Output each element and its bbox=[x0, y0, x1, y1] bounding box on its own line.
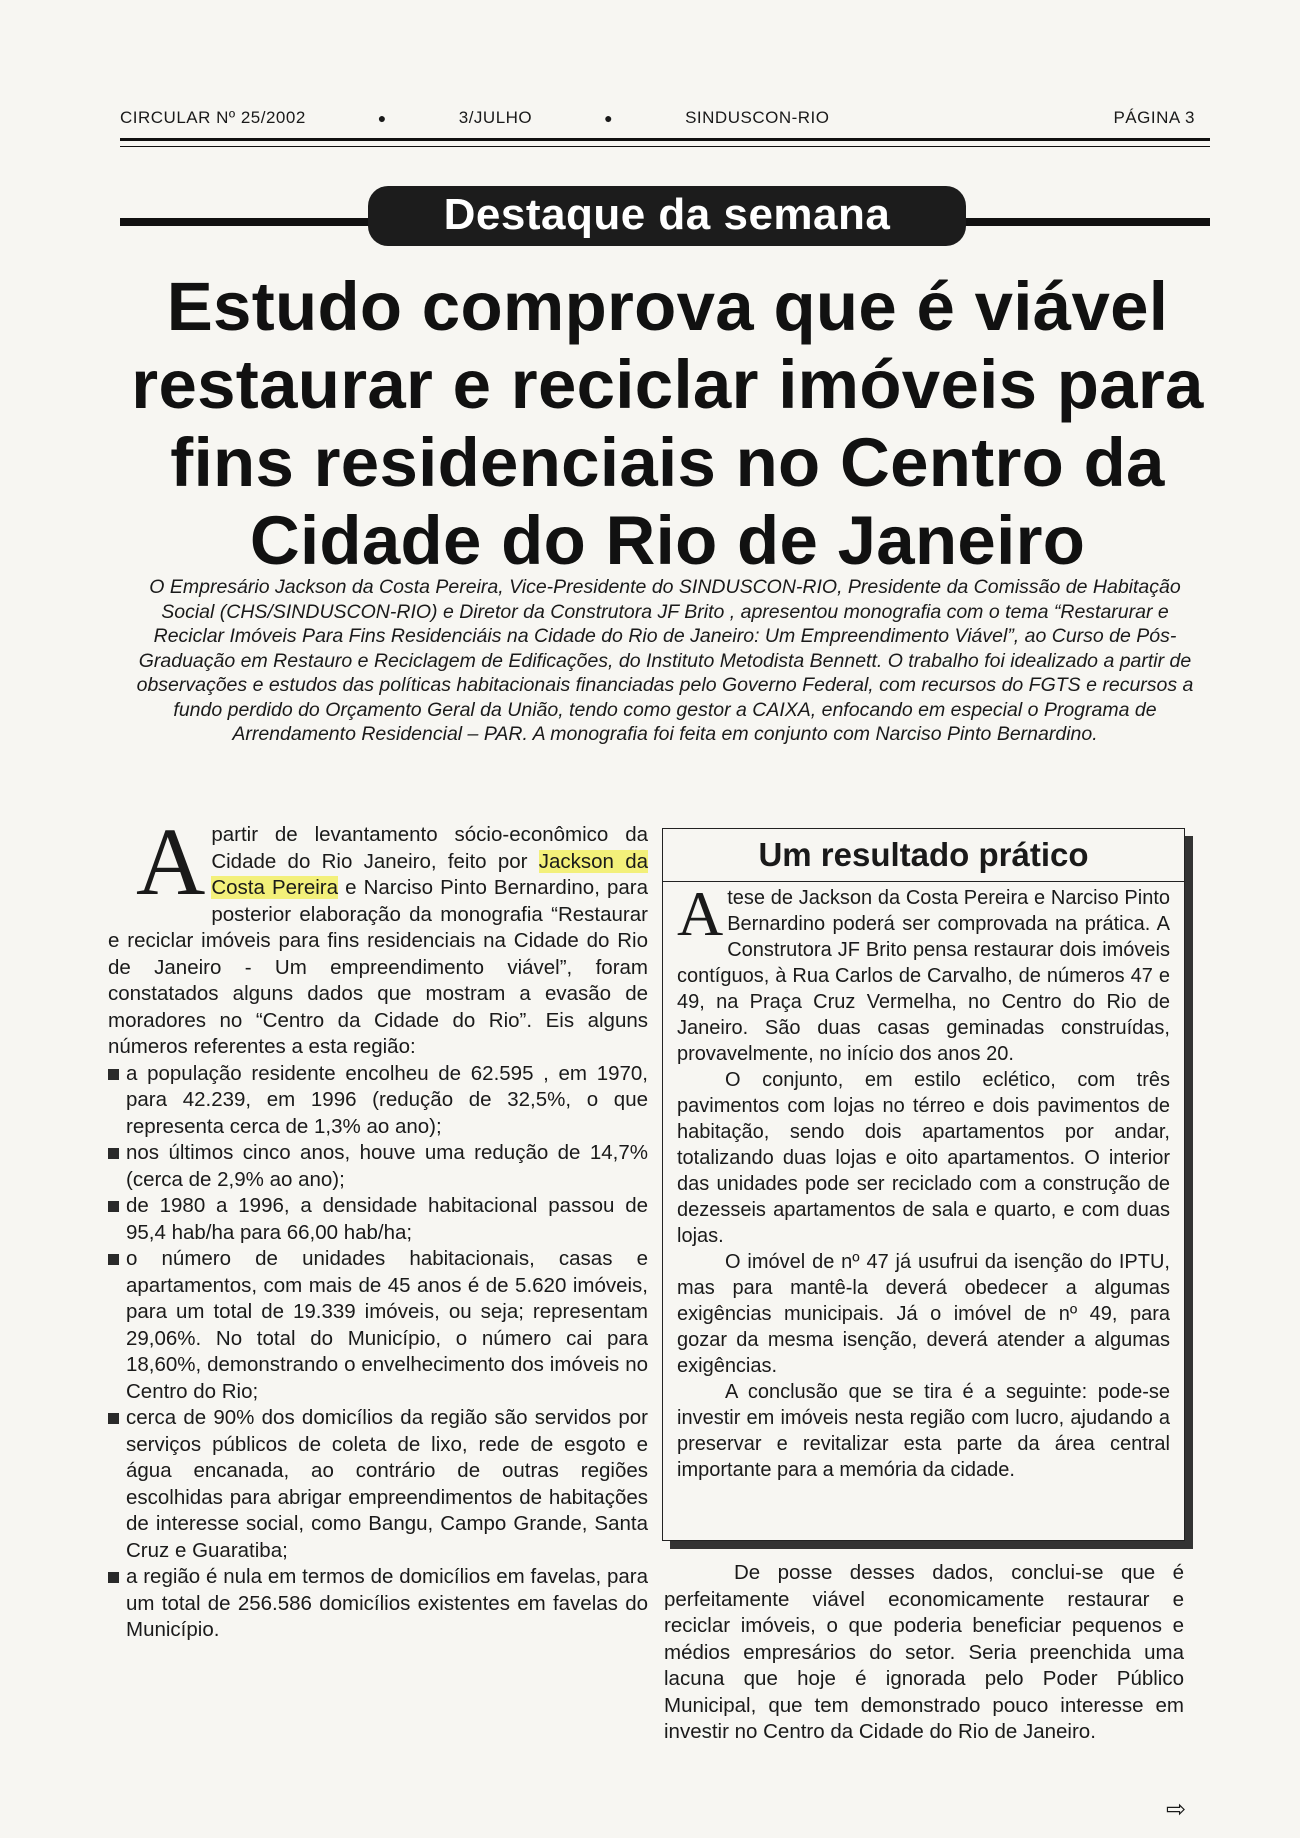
sidebar-body bbox=[677, 878, 1170, 1483]
list-item: o número de unidades habitacionais, casas e apartamentos, com mais de 45 anos é de 5.620 imóveis, para um total de 19.339 imóveis, ou seja; representam 29,06%. No total do Município, o número cai para 18,60%, demonstrando o envelhecimento dos imóveis no Centro do Rio; bbox=[108, 1246, 648, 1405]
header-rule-thin bbox=[120, 146, 1210, 147]
sidebar-text: tese de Jackson da Costa Pereira e Narciso Pinto Bernardino poderá ser comprovada na prática. A Construtora JF Brito pensa restaurar dois imóveis contíguos, à Rua Carlos de Carvalho, de números 47 e 49, na Praça Cruz Vermelha, no Centro do Rio de Janeiro. São duas casas geminadas construídas, provavelmente, no início dos anos 20. bbox=[677, 887, 1170, 1065]
highlighted-name: Jackson da Costa Pereira bbox=[211, 849, 649, 899]
page-number: PÁGINA 3 bbox=[1113, 108, 1195, 127]
sidebar-paragraph: O conjunto, em estilo eclético, com três pavimentos com lojas no térreo e dois pavimentos de habitação, sendo dois apartamentos por andar, totalizando duas lojas e oito apartamentos. O interior das unidades pode ser reciclado com a construção de dezesseis apartamentos de sala e quarto, e com duas lojas. bbox=[677, 1069, 1170, 1247]
sidebar-paragraph bbox=[677, 878, 1170, 1067]
header-rule bbox=[120, 138, 1210, 141]
lede: O Empresário Jackson da Costa Pereira, Vice-Presidente do SINDUSCON-RIO, Presidente da Comissão de Habitação Social (CHS/SINDUSCON-RIO) e Diretor da Construtora JF Brito , apresentou monografia com o tema “Restarurar e Reciclar Imóveis Para Fins Residenciáis na Cidade do Rio de Janeiro: Um Empreendimento Viável”, ao Curso de Pós-Graduação em Restauro e Reciclagem de Edificações, do Instituto Metodista Bennett. O trabalho foi idealizado a partir de observações e estudos das políticas habitacionais financiadas pelo Governo Federal, com recursos do FGTS e recursos a fundo perdido do Orçamento Geral da União, tendo como gestor a CAIXA, enfocando em especial o Programa de Arrendamento Residencial – PAR. A monografia foi feita em conjunto com Narciso Pinto Bernardino. bbox=[136, 576, 1194, 745]
statistics-list bbox=[108, 1061, 648, 1644]
list-item: de 1980 a 1996, a densidade habitacional passou de 95,4 hab/ha para 66,00 hab/ha; bbox=[108, 1193, 648, 1246]
section-label: Destaque da semana bbox=[368, 186, 966, 246]
article-column-left bbox=[108, 808, 649, 1644]
bullet-icon: ● bbox=[604, 110, 614, 126]
header-date: 3/JULHO bbox=[458, 108, 533, 127]
sidebar-title: Um resultado prático bbox=[663, 829, 1184, 882]
list-item: nos últimos cinco anos, houve uma redução de 14,7% (cerca de 2,9% ao ano); bbox=[108, 1140, 648, 1193]
sidebar-paragraph: A conclusão que se tira é a seguinte: pode-se investir em imóveis nesta região com lucro, ajudando a preservar e revitalizar esta parte da área central importante para a memória da cidade. bbox=[677, 1381, 1170, 1481]
sidebar-paragraph: O imóvel de nº 47 já usufrui da isenção do IPTU, mas para mantê-la deverá obedecer a algumas exigências municipais. Já o imóvel de nº 49, para gozar da mesma isenção, deverá atender a algumas exigências. bbox=[677, 1251, 1170, 1377]
intro-text-1: partir de levantamento sócio-econômico da Cidade do Rio Janeiro, feito por bbox=[211, 823, 648, 873]
intro-paragraph bbox=[108, 808, 649, 1061]
continue-arrow-icon: ⇨ bbox=[1166, 1796, 1187, 1823]
headline: Estudo comprova que é viável restaurar e reciclar imóveis para fins residenciais no Centro da Cidade do Rio de Janeiro bbox=[131, 268, 1204, 579]
circular-number: CIRCULAR Nº 25/2002 bbox=[120, 108, 306, 127]
sidebar-box bbox=[662, 828, 1185, 1541]
dropcap: A bbox=[136, 808, 206, 915]
bullet-icon: ● bbox=[377, 110, 387, 126]
dropcap: A bbox=[677, 878, 724, 949]
section-banner bbox=[120, 186, 1210, 246]
page-header bbox=[120, 108, 1195, 128]
intro-text-2: e Narciso Pinto Bernardino, para posterior elaboração da monografia “Restaurar e reciclar imóveis para fins residenciais na Cidade do Rio de Janeiro - Um empreendimento viável”, foram constatados alguns dados que mostram a evasão de moradores no “Centro da Cidade do Rio”. Eis alguns números referentes a esta região: bbox=[108, 876, 648, 1058]
list-item: a região é nula em termos de domicílios em favelas, para um total de 256.586 domicílios existentes em favelas do Município. bbox=[108, 1564, 648, 1644]
list-item: cerca de 90% dos domicílios da região são servidos por serviços públicos de coleta de lixo, rede de esgoto e água encanada, ao contrário de outras regiões escolhidas para abrigar empreendimentos de habitações de interesse social, como Bangu, Campo Grande, Santa Cruz e Guaratiba; bbox=[108, 1405, 648, 1564]
header-org: SINDUSCON-RIO bbox=[685, 108, 830, 127]
conclusion-paragraph: De posse desses dados, conclui-se que é perfeitamente viável economicamente restaurar e reciclar imóveis, o que poderia beneficiar pequenos e médios empresários do setor. Seria preenchida uma lacuna que hoje é ignorada pelo Poder Público Municipal, que tem demonstrado pouco interesse em investir no Centro da Cidade do Rio de Janeiro. bbox=[664, 1561, 1184, 1743]
list-item: a população residente encolheu de 62.595 , em 1970, para 42.239, em 1996 (redução de 32,5%, o que representa cerca de 1,3% ao ano); bbox=[108, 1061, 648, 1141]
